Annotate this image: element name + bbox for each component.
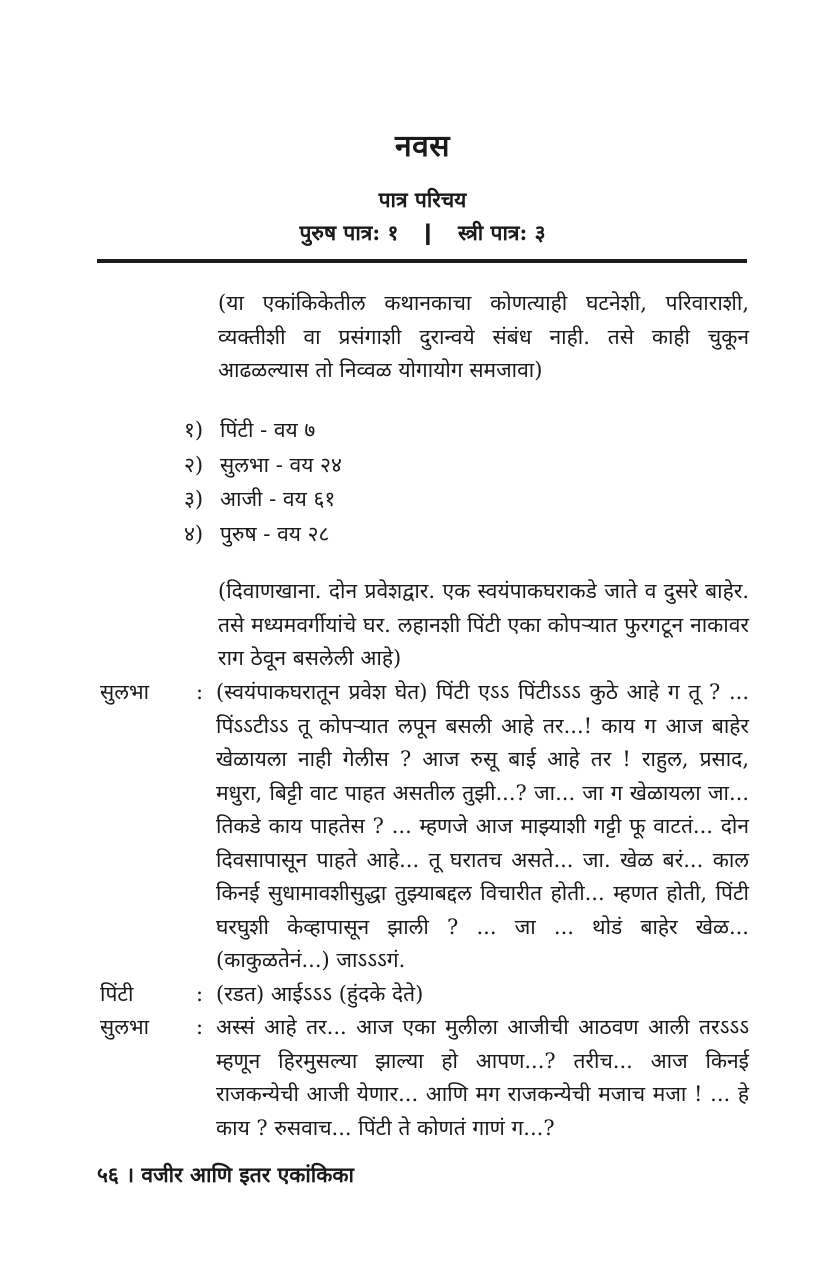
dialogue-row <box>100 676 749 978</box>
speaker-name: पिंटी <box>100 981 134 1006</box>
cast-separator-bar: | <box>422 220 435 245</box>
character-number: ३) <box>184 487 204 512</box>
dialogue-text: (रडत) आईऽऽऽ (हुंदके देते) <box>216 981 424 1006</box>
speaker-colon: : <box>196 981 204 1006</box>
play-title: नवस <box>394 129 451 164</box>
page-footer-book-title: ५६ । वजीर आणि इतर एकांकिका <box>97 1162 354 1187</box>
character-number: २) <box>184 452 204 477</box>
stage-direction-paragraph: (दिवाणखाना. दोन प्रवेशद्वार. एक स्वयंपाकघराकडे जाते व दुसरे बाहेर. तसे मध्यमवर्गीयांचे घर. लहानशी पिंटी एका कोपऱ्यात फुरगटून नाकावर राग ठेवून बसलेली आहे) <box>218 579 749 670</box>
character-list-item <box>184 448 342 483</box>
dialogue-text: अस्सं आहे तर... आज एका मुलीला आजीची आठवण आली तरऽऽऽ म्हणून हिरमुसल्या झाल्या हो आपण...? तरीच... आज किनई राजकन्येची आजी येणार... आणि मग राजकन्येची मजाच मजा ! ... हे काय ? रुसवाच... पिंटी ते कोणतं गाणं ग...? <box>216 1015 749 1140</box>
character-number: ४) <box>184 521 204 546</box>
speaker-name: सुलभा <box>100 1015 150 1039</box>
dialogue-block <box>100 676 749 1145</box>
horizontal-rule <box>97 259 747 263</box>
character-number: १) <box>184 418 204 442</box>
character-description: पिंटी - वय ७ <box>220 418 316 442</box>
character-description: पुरुष - वय २८ <box>220 521 330 546</box>
cast-count-line <box>97 219 748 247</box>
speaker-name: सुलभा <box>100 680 150 704</box>
male-cast-count: पुरुष पात्र: १ <box>299 220 399 245</box>
character-list-item <box>184 482 342 517</box>
dialogue-row <box>100 978 749 1012</box>
female-cast-count: स्त्री पात्र: ३ <box>458 220 546 245</box>
character-list <box>184 413 342 551</box>
cast-intro-heading: पात्र परिचय <box>378 187 467 212</box>
character-description: सुलभा - वय २४ <box>220 452 342 477</box>
character-list-item <box>184 413 342 448</box>
speaker-colon: : <box>196 680 204 704</box>
speaker-colon: : <box>196 1015 204 1039</box>
disclaimer-paragraph: (या एकांकिकेतील कथानकाचा कोणत्याही घटनेशी, परिवाराशी, व्यक्तीशी वा प्रसंगाशी दुरान्वये संबंध नाही. तसे काही चुकून आढळल्यास तो निव्वळ योगायोग समजावा) <box>218 291 749 382</box>
character-list-item <box>184 517 342 552</box>
dialogue-row <box>100 1011 749 1145</box>
dialogue-text: (स्वयंपाकघरातून प्रवेश घेत) पिंटी एऽऽ पिंटीऽऽऽ कुठे आहे ग तू ? ... पिंऽऽटीऽऽ तू कोपऱ्यात लपून बसली आहे तर...! काय ग आज बाहेर खेळायला नाही गेलीस ? आज रुसू बाई आहे तर ! राहुल, प्रसाद, मधुरा, बिट्टी वाट पाहत असतील तुझी...? जा... जा ग खेळायला जा... तिकडे काय पाहतेस ? ... म्हणजे आज माझ्याशी गट्टी फू वाटतं... दोन दिवसापासून पाहते आहे... तू घरातच असते... जा. खेळ बरं... काल किनई सुधामावशीसुद्धा तुझ्याबद्दल विचारीत होती... म्हणत होती, पिंटी घरघुशी केव्हापासून झाली ? ... जा ... थोडं बाहेर खेळ... (काकुळतेनं...) जाऽऽऽगं. <box>216 680 749 972</box>
character-description: आजी - वय ६१ <box>220 487 336 512</box>
